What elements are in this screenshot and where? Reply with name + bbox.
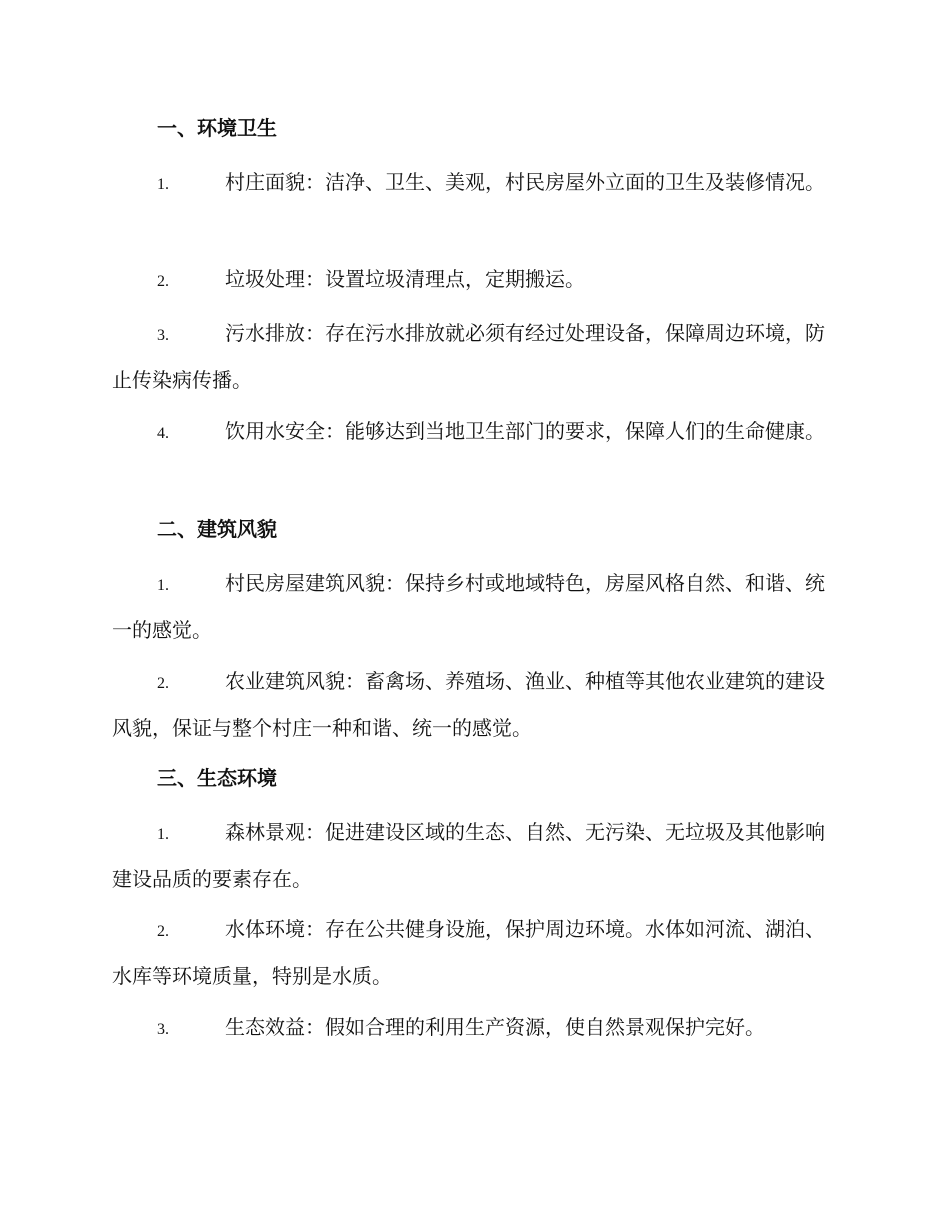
item-number: 4. — [157, 425, 169, 442]
item-number: 3. — [157, 1021, 169, 1038]
item-number: 2. — [157, 923, 169, 940]
item-number: 2. — [157, 675, 169, 692]
item-text: 村庄面貌：洁净、卫生、美观，村民房屋外立面的卫生及装修情况。 — [225, 170, 825, 194]
item-number: 1. — [157, 176, 169, 193]
list-item — [112, 659, 834, 750]
item-text: 饮用水安全：能够达到当地卫生部门的要求，保障人们的生命健康。 — [225, 419, 825, 443]
list-item — [112, 907, 834, 998]
item-text: 水体环境：存在公共健身设施，保护周边环境。水体如河流、湖泊、水库等环境质量，特别是水质。 — [112, 917, 825, 988]
item-number: 1. — [157, 577, 169, 594]
list-item — [112, 160, 834, 207]
list-item — [112, 810, 834, 901]
item-number: 2. — [157, 273, 169, 290]
list-item — [112, 1005, 834, 1052]
item-number: 1. — [157, 826, 169, 843]
item-text: 污水排放：存在污水排放就必须有经过处理设备，保障周边环境，防止传染病传播。 — [112, 321, 825, 392]
list-item — [112, 561, 834, 652]
section-heading-ecology: 三、生态环境 — [157, 766, 277, 790]
item-text: 农业建筑风貌：畜禽场、养殖场、渔业、种植等其他农业建筑的建设风貌，保证与整个村庄一种和谐、统一的感觉。 — [112, 669, 825, 740]
section-heading-architecture: 二、建筑风貌 — [157, 517, 277, 541]
item-text: 村民房屋建筑风貌：保持乡村或地域特色，房屋风格自然、和谐、统一的感觉。 — [112, 571, 825, 642]
item-text: 垃圾处理：设置垃圾清理点，定期搬运。 — [225, 267, 585, 291]
section-heading-environment: 一、环境卫生 — [157, 116, 277, 140]
list-item — [112, 409, 834, 456]
list-item — [112, 311, 834, 402]
item-text: 生态效益：假如合理的利用生产资源，使自然景观保护完好。 — [225, 1015, 765, 1039]
item-text: 森林景观：促进建设区域的生态、自然、无污染、无垃圾及其他影响建设品质的要素存在。 — [112, 820, 825, 891]
list-item — [112, 257, 834, 304]
item-number: 3. — [157, 327, 169, 344]
